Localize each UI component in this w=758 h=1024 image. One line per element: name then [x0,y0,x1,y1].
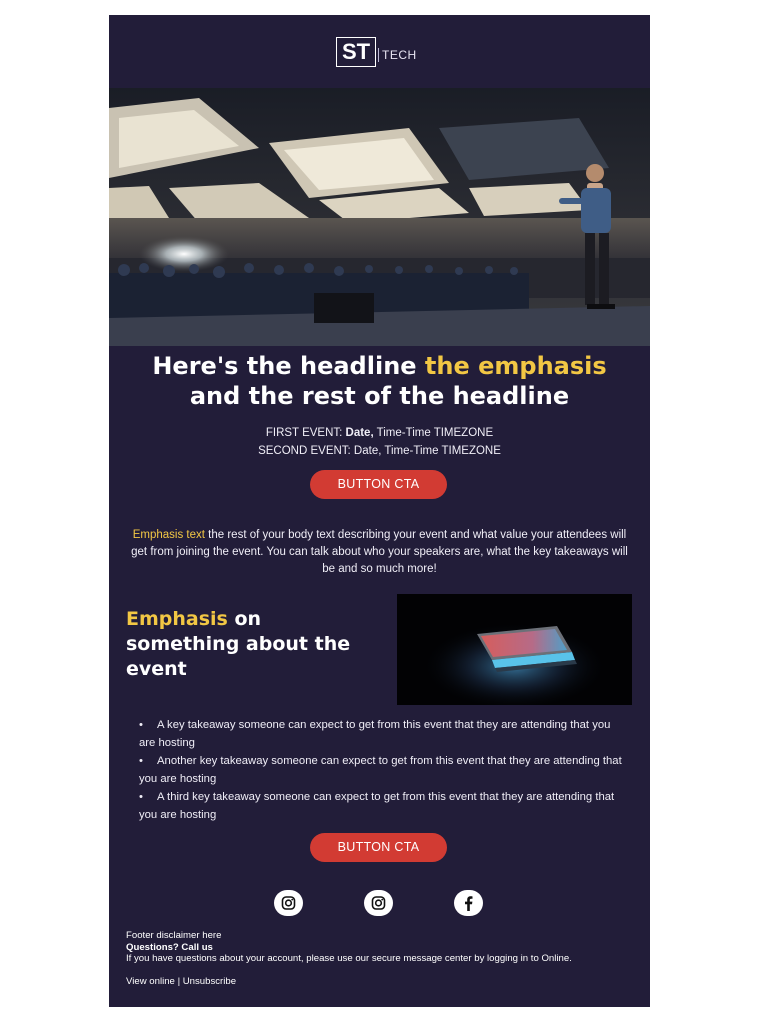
body-copy: the rest of your body text describing your event and what value your attendees will get from joining the event. You can talk about who your speakers are, what the key takeaways will be and so much more! [131,529,628,575]
laptop-image [397,594,632,705]
cta-button-secondary[interactable]: BUTTON CTA [310,833,447,862]
headline-part1: Here's the headline [152,352,425,380]
section-emphasis: Emphasis [126,608,228,630]
first-event-date: Date, [345,427,374,439]
instagram-link[interactable] [364,890,393,916]
logo-wordmark: TECH [378,48,417,62]
list-item: • A third key takeaway someone can expect to get from this event that they are attending that you are hosting [139,791,615,821]
section-heading [126,607,376,682]
footer-questions: Questions? Call us [126,941,213,953]
first-event-prefix: FIRST EVENT: [265,427,346,439]
brand-logo[interactable] [336,37,416,67]
footer-notice: If you have questions about your account, please use our secure message center by logging in to Online. [126,953,572,964]
instagram-link[interactable] [274,890,303,916]
facebook-link[interactable] [454,890,483,916]
instagram-icon [364,890,393,916]
instagram-icon [274,890,303,916]
unsubscribe-link[interactable]: Unsubscribe [182,976,237,987]
first-event-line [109,424,650,442]
first-event-time: Time-Time TIMEZONE [373,427,494,439]
headline-part2: and the rest of the headline [189,382,570,410]
headline [109,351,650,411]
body-emphasis: Emphasis text [132,529,205,541]
headline-emphasis: the emphasis [424,352,607,380]
footer-links [126,976,236,988]
logo-mark: ST [336,37,376,67]
email-card [109,15,650,1007]
cta-button-primary[interactable]: BUTTON CTA [310,470,447,499]
hero-image [109,88,650,346]
footer-disclaimer: Footer disclaimer here [126,930,222,941]
footer-separator: | [174,976,183,987]
view-online-link[interactable]: View online [126,976,175,987]
facebook-icon [454,890,483,916]
second-event-line: SECOND EVENT: Date, Time-Time TIMEZONE [258,445,501,457]
list-item: • Another key takeaway someone can expect to get from this event that they are attending that you are hosting [139,755,622,785]
takeaway-text: Another key takeaway someone can expect to get from this event that they are attending that you are hosting [139,755,622,785]
footer [126,930,636,965]
body-text [127,527,632,578]
takeaway-text: A key takeaway someone can expect to get from this event that they are attending that you are hosting [139,719,611,749]
takeaway-text: A third key takeaway someone can expect to get from this event that they are attending that you are hosting [139,791,615,821]
section-heading-text: on something about the event [126,608,351,680]
list-item: • A key takeaway someone can expect to get from this event that they are attending that you are hosting [139,719,611,749]
takeaway-list [139,716,629,824]
